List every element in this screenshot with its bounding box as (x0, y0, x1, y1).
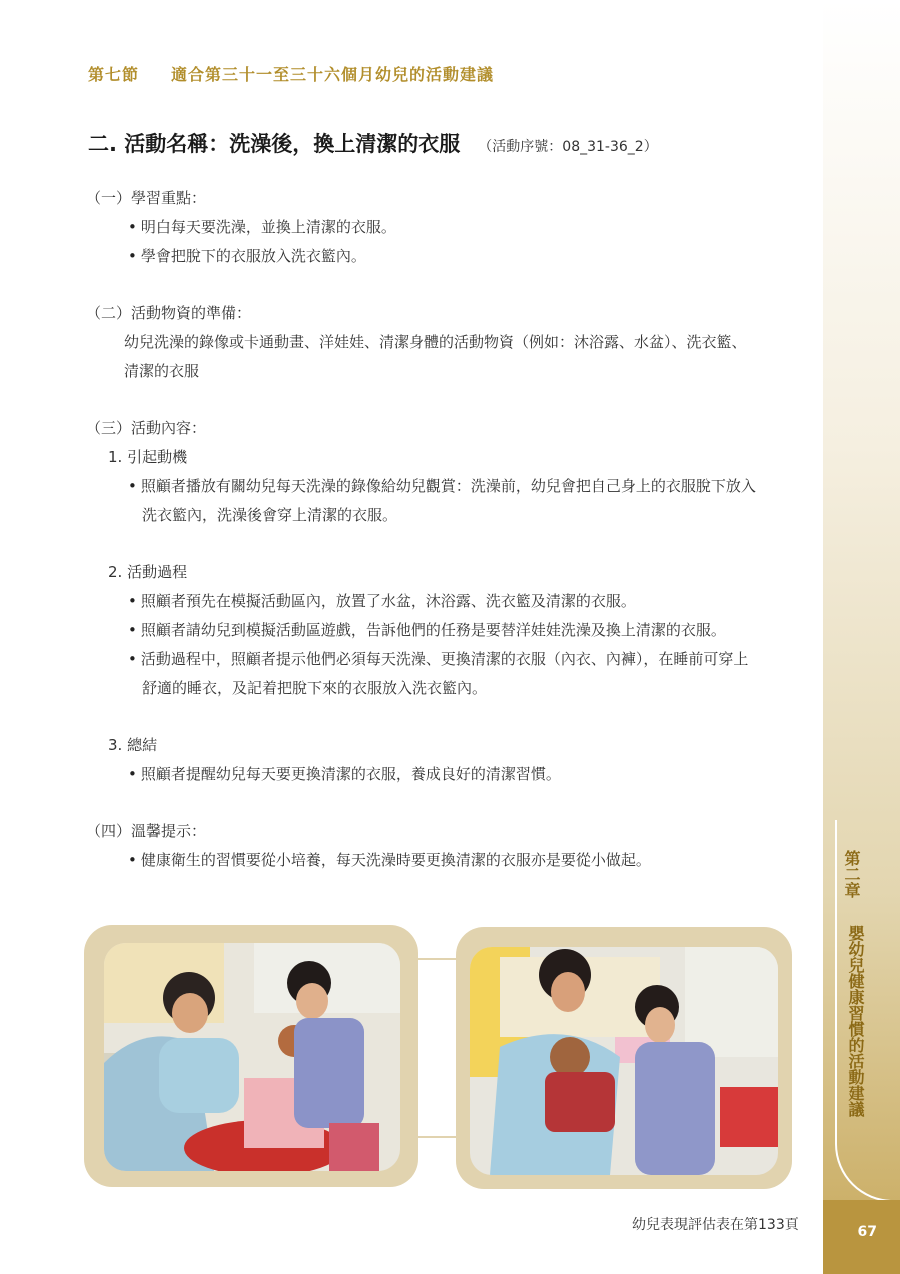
step-summary-item: • 照顧者提醒幼兒每天要更換清潔的衣服，養成良好的清潔習慣。 (128, 760, 561, 789)
learning-focus-item: • 明白每天要洗澡，並換上清潔的衣服。 (128, 213, 396, 242)
tips-label: （四）溫馨提示： (86, 822, 207, 840)
activity-content-label: （三）活動內容： (86, 419, 207, 437)
section-header (88, 62, 494, 85)
step-motivation-item: • 照顧者播放有關幼兒每天洗澡的錄像給幼兒觀賞：洗澡前，幼兒會把自己身上的衣服脫下放入 (128, 472, 756, 501)
page-number: 67 (857, 1224, 877, 1240)
chapter-sidebar (823, 0, 900, 1274)
assessment-reference-note: 幼兒表現評估表在第133頁 (632, 1217, 799, 1233)
chapter-number: 第二章 (842, 850, 861, 898)
materials-text-line: 清潔的衣服 (124, 362, 200, 380)
step-motivation-item-cont: 洗衣籃內，洗澡後會穿上清潔的衣服。 (142, 506, 398, 524)
step-process-item: • 照顧者預先在模擬活動區內，放置了水盆，沐浴露、洗衣籃及清潔的衣服。 (128, 587, 636, 616)
step-process-item: • 照顧者請幼兒到模擬活動區遊戲，告訴他們的任務是要替洋娃娃洗澡及換上清潔的衣服。 (128, 616, 726, 645)
step-summary-label: 3. 總結 (108, 736, 158, 754)
photo-connector (418, 1136, 456, 1138)
step-process-item: • 活動過程中，照顧者提示他們必須每天洗澡、更換清潔的衣服（內衣、內褲），在睡前可穿上 (128, 645, 748, 674)
activity-serial: （活動序號：08_31-36_2） (478, 139, 658, 155)
step-motivation-label: 1. 引起動機 (108, 448, 188, 466)
section-title: 適合第三十一至三十六個月幼兒的活動建議 (171, 65, 495, 84)
step-process-label: 2. 活動過程 (108, 563, 188, 581)
tips-item: • 健康衛生的習慣要從小培養，每天洗澡時要更換清潔的衣服亦是要從小做起。 (128, 846, 651, 875)
learning-focus-item: • 學會把脫下的衣服放入洗衣籃內。 (128, 242, 366, 271)
learning-focus-label: （一）學習重點： (86, 189, 207, 207)
activity-heading (88, 128, 658, 158)
materials-text-line: 幼兒洗澡的錄像或卡通動畫、洋娃娃、清潔身體的活動物資（例如：沐浴露、水盆）、洗衣籃、 (124, 333, 747, 351)
activity-name: 二. 活動名稱：洗澡後，換上清潔的衣服 (88, 132, 461, 156)
photo-frame-right (456, 927, 792, 1189)
photo-connector (418, 958, 456, 960)
activity-photo-dressing-doll (470, 947, 778, 1175)
materials-label: （二）活動物資的準備： (86, 304, 252, 322)
step-process-item-cont: 舒適的睡衣，及記着把脫下來的衣服放入洗衣籃內。 (142, 679, 488, 697)
section-number: 第七節 (88, 65, 140, 84)
photo-frame-left (84, 925, 418, 1187)
chapter-title: 嬰幼兒健康習慣的活動建議 (846, 925, 865, 1117)
activity-photo-bathing-doll (104, 943, 400, 1171)
